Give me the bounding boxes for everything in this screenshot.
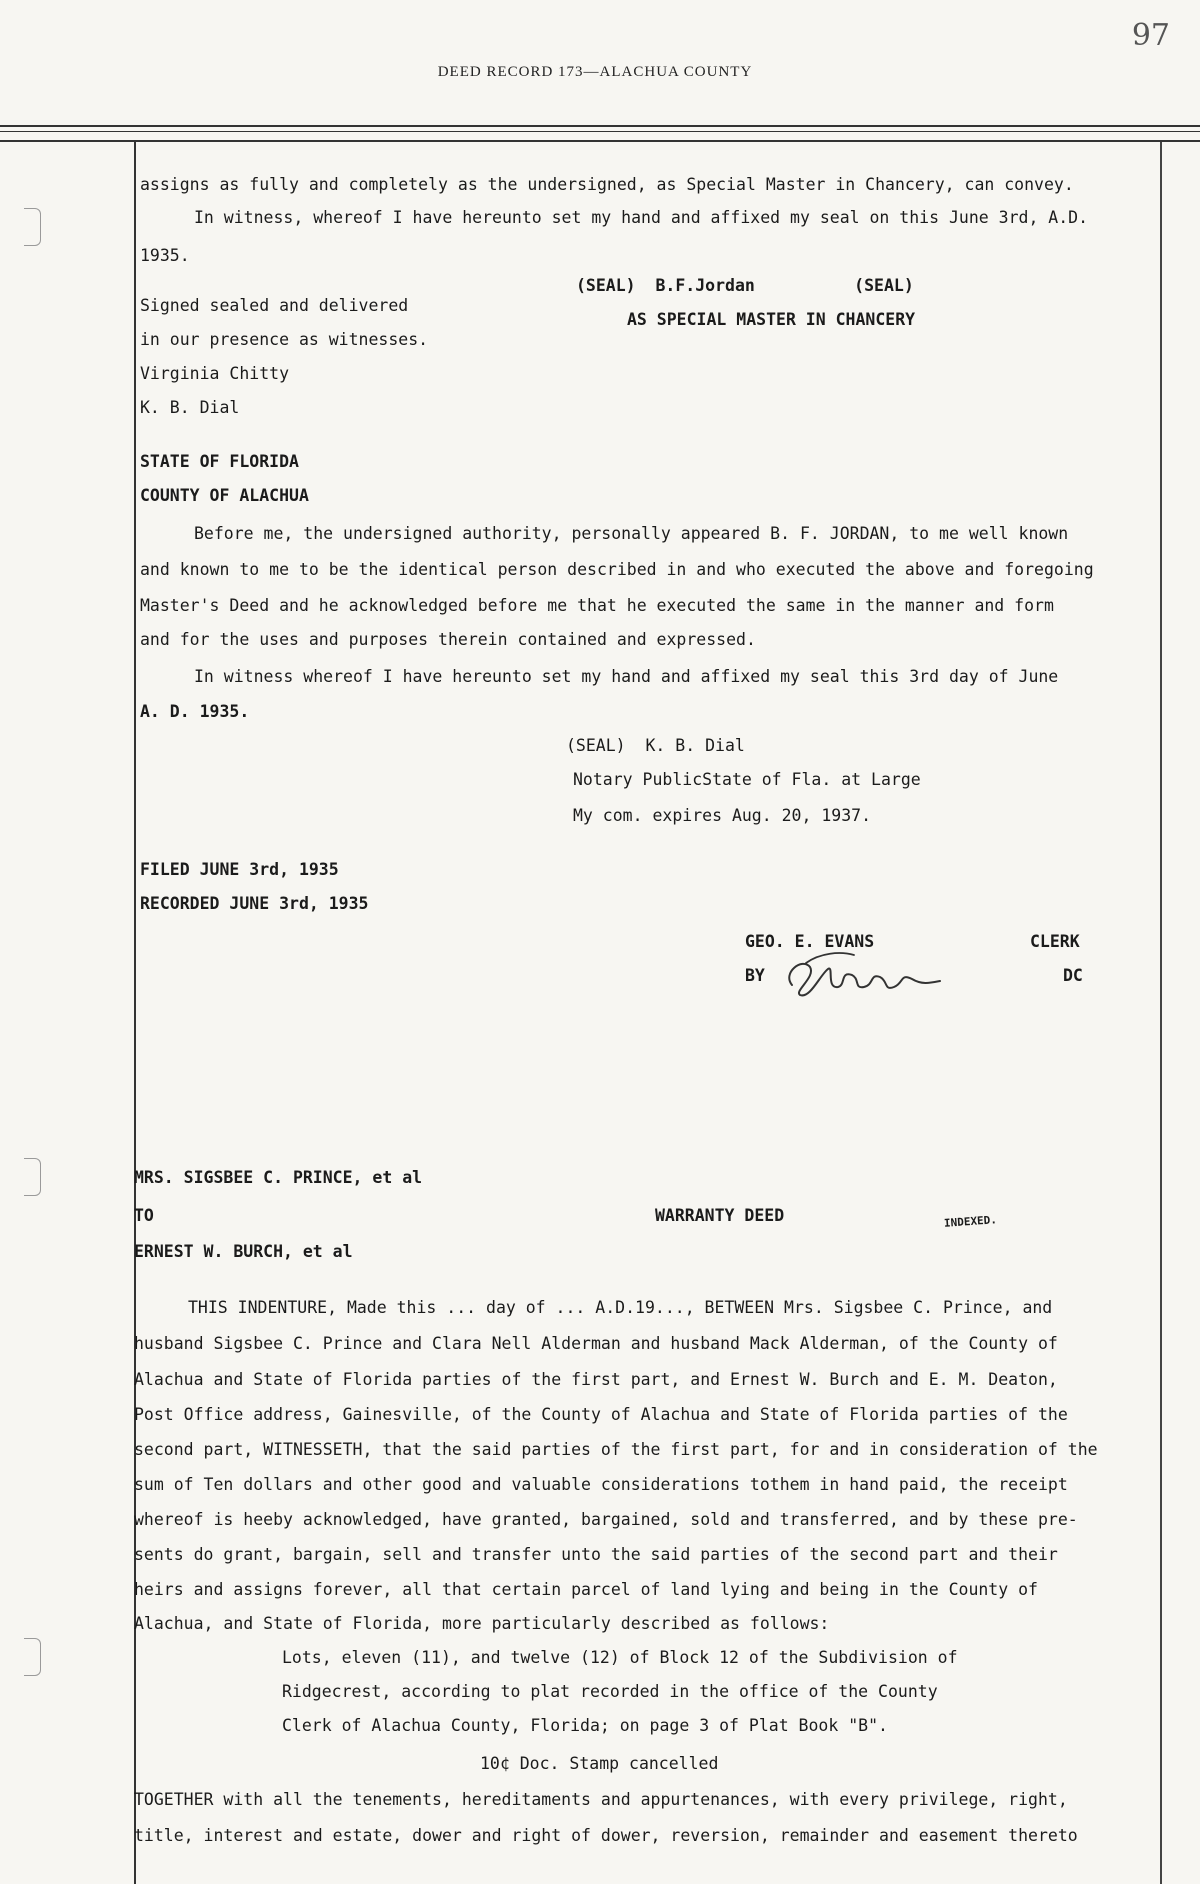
- deed1-line: assigns as fully and completely as the undersigned, as Special Master in Chancery, can convey.: [140, 175, 1074, 194]
- state-heading: STATE OF FLORIDA: [140, 452, 299, 471]
- deed-body-line: sum of Ten dollars and other good and valuable considerations tothem in hand paid, the receipt: [134, 1475, 1068, 1494]
- clerk-name: GEO. E. EVANS: [745, 932, 875, 951]
- deed-body-line: heirs and assigns forever, all that certain parcel of land lying and being in the County of: [134, 1580, 1038, 1599]
- recorded-date: RECORDED JUNE 3rd, 1935: [140, 894, 369, 913]
- land-description-line: Lots, eleven (11), and twelve (12) of Block 12 of the Subdivision of: [282, 1648, 958, 1667]
- acknowledgment-line: A. D. 1935.: [140, 702, 250, 721]
- witness-intro: Signed sealed and delivered: [140, 296, 409, 315]
- binding-hole-mark: [24, 1158, 41, 1196]
- grantee: ERNEST W. BURCH, et al: [134, 1242, 353, 1261]
- indexed-stamp: INDEXED.: [943, 1213, 998, 1230]
- right-margin-line: [1160, 142, 1162, 1884]
- grantor: MRS. SIGSBEE C. PRINCE, et al: [134, 1168, 423, 1187]
- header-rule: [0, 125, 1200, 127]
- notary-title: Notary PublicState of Fla. at Large: [573, 770, 921, 789]
- deed-body-line: title, interest and estate, dower and right of dower, reversion, remainder and easement thereto: [134, 1826, 1078, 1845]
- to-label: TO: [134, 1206, 154, 1225]
- header-rule: [0, 131, 1200, 132]
- binding-hole-mark: [24, 208, 41, 246]
- deed-body-line: sents do grant, bargain, sell and transfer unto the said parties of the second part and their: [134, 1545, 1058, 1564]
- deed-body-line: Alachua, and State of Florida, more particularly described as follows:: [134, 1614, 830, 1633]
- clerk-title: CLERK: [1030, 932, 1080, 951]
- deed-body-line: second part, WITNESSETH, that the said parties of the first part, for and in consideration of the: [134, 1440, 1098, 1459]
- binding-hole-mark: [24, 1638, 41, 1676]
- filed-date: FILED JUNE 3rd, 1935: [140, 860, 339, 879]
- acknowledgment-line: In witness whereof I have hereunto set my hand and affixed my seal this 3rd day of June: [194, 667, 1059, 686]
- acknowledgment-line: and for the uses and purposes therein contained and expressed.: [140, 630, 756, 649]
- deputy-clerk: DC: [1063, 966, 1083, 985]
- deed-body-line: TOGETHER with all the tenements, hereditaments and appurtenances, with every privilege, right,: [134, 1790, 1068, 1809]
- land-description-line: Clerk of Alachua County, Florida; on page 3 of Plat Book "B".: [282, 1716, 888, 1735]
- acknowledgment-line: and known to me to be the identical person described in and who executed the above and foregoing: [140, 560, 1094, 579]
- deed-body-line: THIS INDENTURE, Made this ... day of ... A.D.19..., BETWEEN Mrs. Sigsbee C. Prince, and: [188, 1298, 1053, 1317]
- deed1-line: 1935.: [140, 246, 190, 265]
- header-rule: [0, 140, 1200, 142]
- seal-signature: (SEAL) B.F.Jordan (SEAL): [576, 276, 914, 295]
- county-heading: COUNTY OF ALACHUA: [140, 486, 309, 505]
- notary-commission: My com. expires Aug. 20, 1937.: [573, 806, 872, 825]
- record-title: DEED RECORD 173—ALACHUA COUNTY: [437, 64, 753, 80]
- witness-intro: in our presence as witnesses.: [140, 330, 429, 349]
- witness-name: Virginia Chitty: [140, 364, 290, 383]
- signer-title: AS SPECIAL MASTER IN CHANCERY: [627, 310, 916, 329]
- doc-stamp-note: 10¢ Doc. Stamp cancelled: [480, 1754, 719, 1773]
- deed-body-line: Alachua and State of Florida parties of the first part, and Ernest W. Burch and E. M. Deaton,: [134, 1370, 1058, 1389]
- clerk-signature: [780, 945, 950, 1005]
- notary-name: (SEAL) K. B. Dial: [566, 736, 745, 755]
- deed-body-line: husband Sigsbee C. Prince and Clara Nell Alderman and husband Mack Alderman, of the County of: [134, 1334, 1058, 1353]
- deed-body-line: Post Office address, Gainesville, of the County of Alachua and State of Florida parties of the: [134, 1405, 1068, 1424]
- deed-type: WARRANTY DEED: [655, 1206, 785, 1225]
- by-label: BY: [745, 966, 765, 985]
- deed-body-line: whereof is heeby acknowledged, have granted, bargained, sold and transferred, and by these pre-: [134, 1510, 1078, 1529]
- acknowledgment-line: Before me, the undersigned authority, personally appeared B. F. JORDAN, to me well known: [194, 524, 1069, 543]
- land-description-line: Ridgecrest, according to plat recorded in the office of the County: [282, 1682, 938, 1701]
- witness-name: K. B. Dial: [140, 398, 240, 417]
- acknowledgment-line: Master's Deed and he acknowledged before me that he executed the same in the manner and form: [140, 596, 1054, 615]
- page-number: 97: [1131, 18, 1170, 53]
- deed1-line: In witness, whereof I have hereunto set my hand and affixed my seal on this June 3rd, A.D.: [194, 208, 1089, 227]
